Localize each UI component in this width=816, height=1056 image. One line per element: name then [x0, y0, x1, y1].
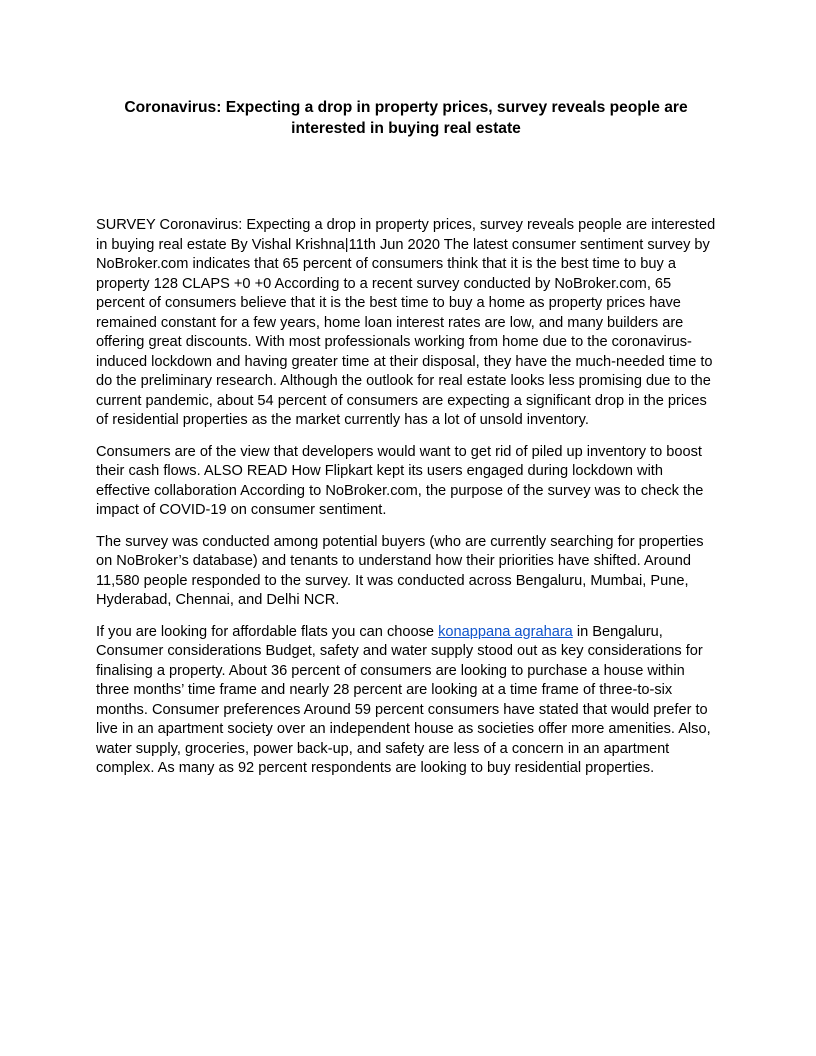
konappana-agrahara-link[interactable]: konappana agrahara	[438, 623, 573, 640]
document-title: Coronavirus: Expecting a drop in property prices, survey reveals people are interested in buying real estate	[124, 99, 688, 137]
paragraph-text-before-link: If you are looking for affordable flats you can choose	[96, 623, 439, 640]
paragraph-text-after-link: in Bengaluru, Consumer considerations Budget, safety and water supply stood out as key considerations for finalising a property. About 36 percent of consumers are looking to purchase a house within three months’ time frame and nearly 28 percent are looking at a time frame of three-to-six months. Consumer preferences Around 59 percent consumers have stated that would prefer to live in an apartment society over an independent house as societies offer more amenities. Also, water supply, groceries, power back-up, and safety are less of a concern in an apartment complex. As many as 92 percent respondents are looking to buy residential properties.	[96, 623, 711, 776]
paragraph-survey-scope: The survey was conducted among potential buyers (who are currently searching for properties on NoBroker’s database) and tenants to understand how their priorities have shifted. Around 11,580 people responded to the survey. It was conducted across Bengaluru, Mumbai, Pune, Hyderabad, Chennai, and Delhi NCR.	[96, 533, 704, 608]
article-body	[96, 216, 720, 791]
paragraph-affordable-flats	[96, 623, 720, 779]
paragraph-intro: SURVEY Coronavirus: Expecting a drop in property prices, survey reveals people are interested in buying real estate By Vishal Krishna|11th Jun 2020 The latest consumer sentiment survey by NoBroker.com indicates that 65 percent of consumers think that it is the best time to buy a property 128 CLAPS +0 +0 According to a recent survey conducted by NoBroker.com, 65 percent of consumers believe that it is the best time to buy a home as property prices have remained constant for a few years, home loan interest rates are low, and many builders are offering great discounts. With most professionals working from home due to the coronavirus-induced lockdown and having greater time at their disposal, they have the much-needed time to do the preliminary research. Although the outlook for real estate looks less promising due to the current pandemic, about 54 percent of consumers are expecting a significant drop in the prices of residential properties as the market currently has a lot of unsold inventory.	[96, 217, 716, 428]
paragraph-developers: Consumers are of the view that developers would want to get rid of piled up inventory to boost their cash flows. ALSO READ How Flipkart kept its users engaged during lockdown with effective collaboration According to NoBroker.com, the purpose of the survey was to check the impact of COVID-19 on consumer sentiment.	[96, 443, 704, 518]
